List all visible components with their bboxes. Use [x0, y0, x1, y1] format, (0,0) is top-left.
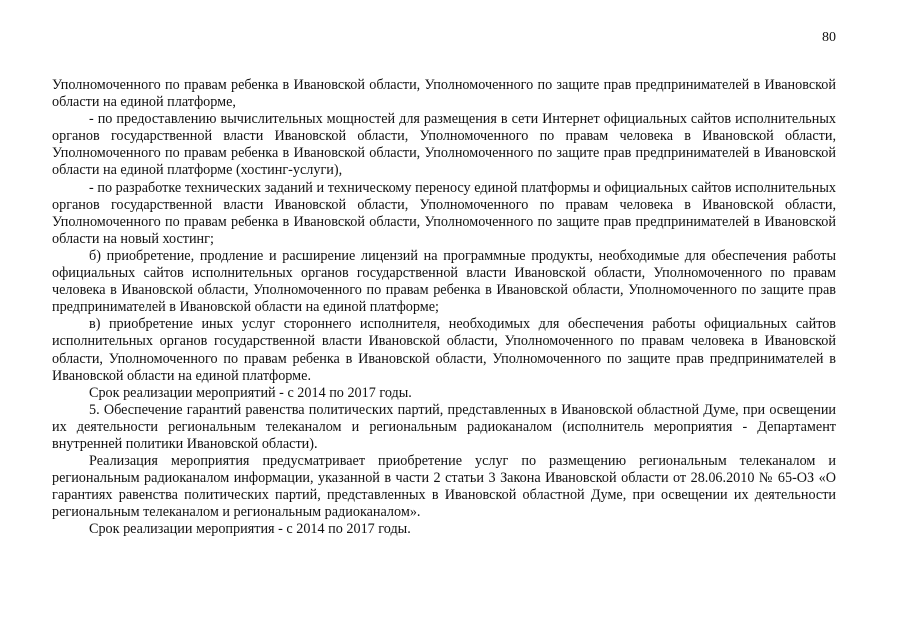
- document-body: [52, 77, 836, 539]
- paragraph: Реализация мероприятия предусматривает приобретение услуг по размещению региональным телеканалом и региональным радиоканалом информации, указанной в части 2 статьи 3 Закона Ивановской области от 28.06.2010 № 65-ОЗ «О гарантиях равенства политических партий, представленных в Ивановской областной Думе, при освещении их деятельности региональным телеканалом и региональным радиоканалом».: [52, 453, 836, 521]
- paragraph: - по разработке технических заданий и техническому переносу единой платформы и официальных сайтов исполнительных органов государственной власти Ивановской области, Уполномоченного по правам человека в Ивановской области, Уполномоченного по правам ребенка в Ивановской области, Уполномоченного по защите прав предпринимателей в Ивановской области на новый хостинг;: [52, 179, 836, 247]
- paragraph: - по предоставлению вычислительных мощностей для размещения в сети Интернет официальных сайтов исполнительных органов государственной власти Ивановской области, Уполномоченного по правам человека в Ивановской области, Уполномоченного по правам ребенка в Ивановской области, Уполномоченного по защите прав предпринимателей в Ивановской области на единой платформе (хостинг-услуги),: [52, 111, 836, 179]
- paragraph: Срок реализации мероприятия - с 2014 по 2017 годы.: [89, 521, 411, 538]
- paragraph: в) приобретение иных услуг стороннего исполнителя, необходимых для обеспечения работы официальных сайтов исполнительных органов государственной власти Ивановской области, Уполномоченного по правам человека в Ивановской области, Уполномоченного по правам ребенка в Ивановской области, Уполномоченного по защите прав предпринимателей в Ивановской области на единой платформе.: [52, 316, 836, 384]
- paragraph: Срок реализации мероприятий - с 2014 по 2017 годы.: [89, 384, 412, 401]
- page-number: 80: [822, 30, 836, 45]
- paragraph: 5. Обеспечение гарантий равенства политических партий, представленных в Ивановской областной Думе, при освещении их деятельности региональным телеканалом и региональным радиоканалом (исполнитель мероприятия - Департамент внутренней политики Ивановской области).: [52, 401, 836, 452]
- paragraph: Уполномоченного по правам ребенка в Ивановской области, Уполномоченного по защите прав предпринимателей в Ивановской области на единой платформе,: [52, 77, 836, 111]
- paragraph: б) приобретение, продление и расширение лицензий на программные продукты, необходимые для обеспечения работы официальных сайтов исполнительных органов государственной власти Ивановской области, Уполномоченного по правам человека в Ивановской области, Уполномоченного по правам ребенка в Ивановской области, Уполномоченного по защите прав предпринимателей в Ивановской области на единой платформе;: [52, 247, 836, 316]
